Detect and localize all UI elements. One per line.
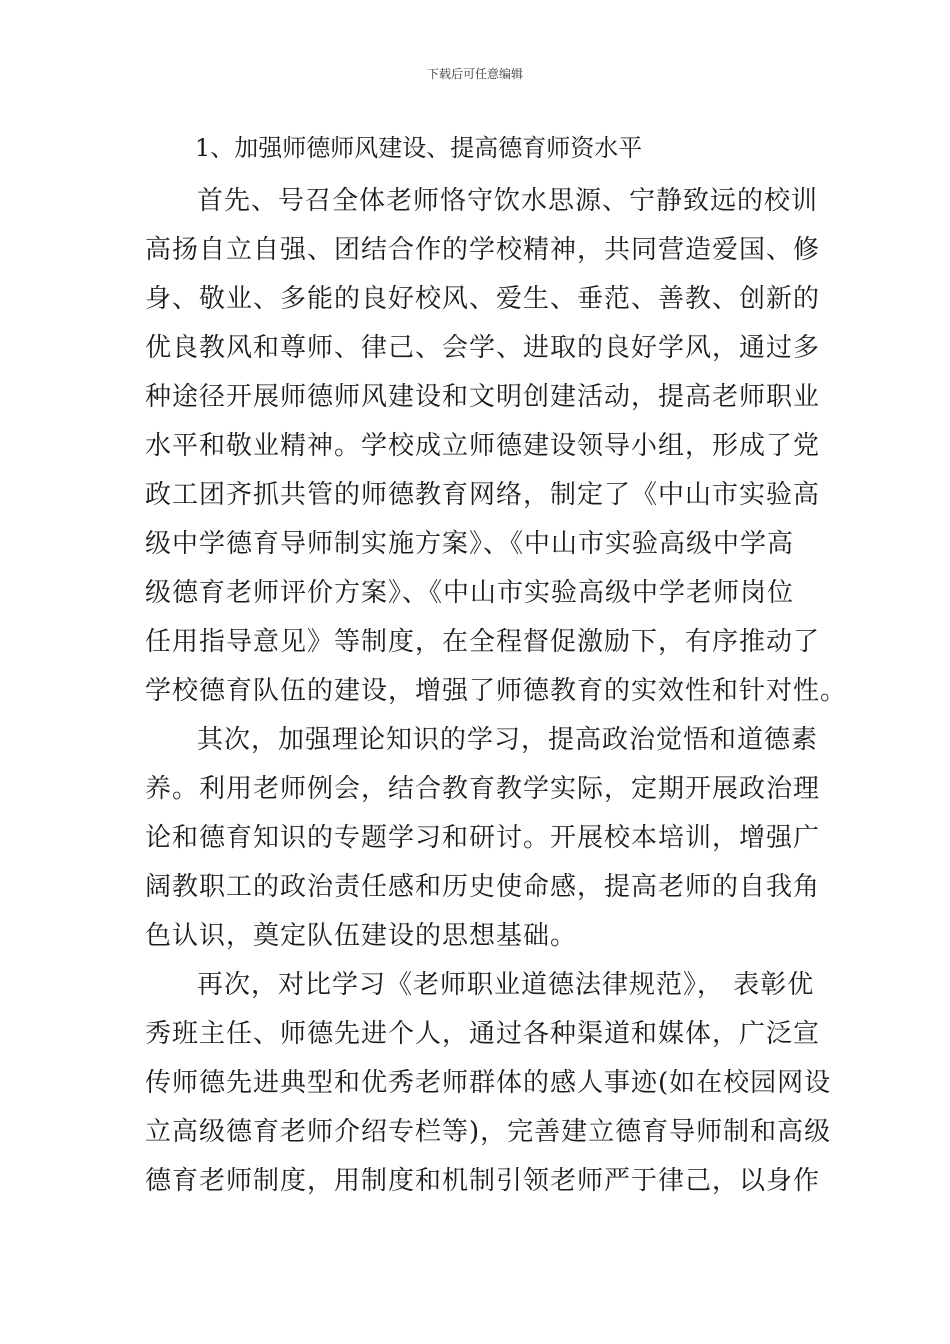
text-line: 色认识，奠定队伍建设的思想基础。 [145,921,578,951]
text-line: 学校德育队伍的建设，增强了师德教育的实效性和针对性。 [145,676,848,706]
text-line: 身、敬业、多能的良好校风、爱生、垂范、善教、创新的 [145,284,821,314]
text-line: 级中学德育导师制实施方案》、《中山市实验高级中学高 [145,529,795,559]
text-line: 种途径开展师德师风建设和文明创建活动，提高老师职业 [145,382,821,412]
paragraph [145,716,821,961]
paragraph [145,961,832,1206]
page-header-note: 下载后可任意编辑 [426,67,523,81]
text-line: 优良教风和尊师、律己、会学、进取的良好学风，通过多 [145,333,821,363]
text-line: 传师德先进典型和优秀老师群体的感人事迹(如在校园网设 [145,1068,832,1098]
text-line: 德育老师制度，用制度和机制引领老师严于律己，以身作 [145,1166,821,1196]
document-body [145,177,848,1206]
text-line: 阔教职工的政治责任感和历史使命感，提高老师的自我角 [145,872,821,902]
text-line: 养。利用老师例会，结合教育教学实际，定期开展政治理 [145,774,821,804]
text-line: 水平和敬业精神。学校成立师德建设领导小组，形成了党 [145,431,821,461]
section-heading: 1、加强师德师风建设、提高德育师资水平 [195,134,643,162]
text-line: 任用指导意见》等制度，在全程督促激励下，有序推动了 [145,627,821,657]
paragraph [145,177,848,716]
text-line: 高扬自立自强、团结合作的学校精神，共同营造爱国、修 [145,235,821,265]
text-line: 再次，对比学习《老师职业道德法律规范》， 表彰优 [197,970,815,1000]
text-line: 论和德育知识的专题学习和研讨。开展校本培训，增强广 [145,823,821,853]
text-line: 首先、号召全体老师恪守饮水思源、宁静致远的校训 [197,186,819,216]
text-line: 政工团齐抓共管的师德教育网络，制定了《中山市实验高 [145,480,821,510]
text-line: 秀班主任、师德先进个人，通过各种渠道和媒体，广泛宣 [145,1019,821,1049]
text-line: 级德育老师评价方案》、《中山市实验高级中学老师岗位 [145,578,795,608]
text-line: 其次，加强理论知识的学习，提高政治觉悟和道德素 [197,725,819,755]
text-line: 立高级德育老师介绍专栏等)，完善建立德育导师制和高级 [145,1117,832,1147]
